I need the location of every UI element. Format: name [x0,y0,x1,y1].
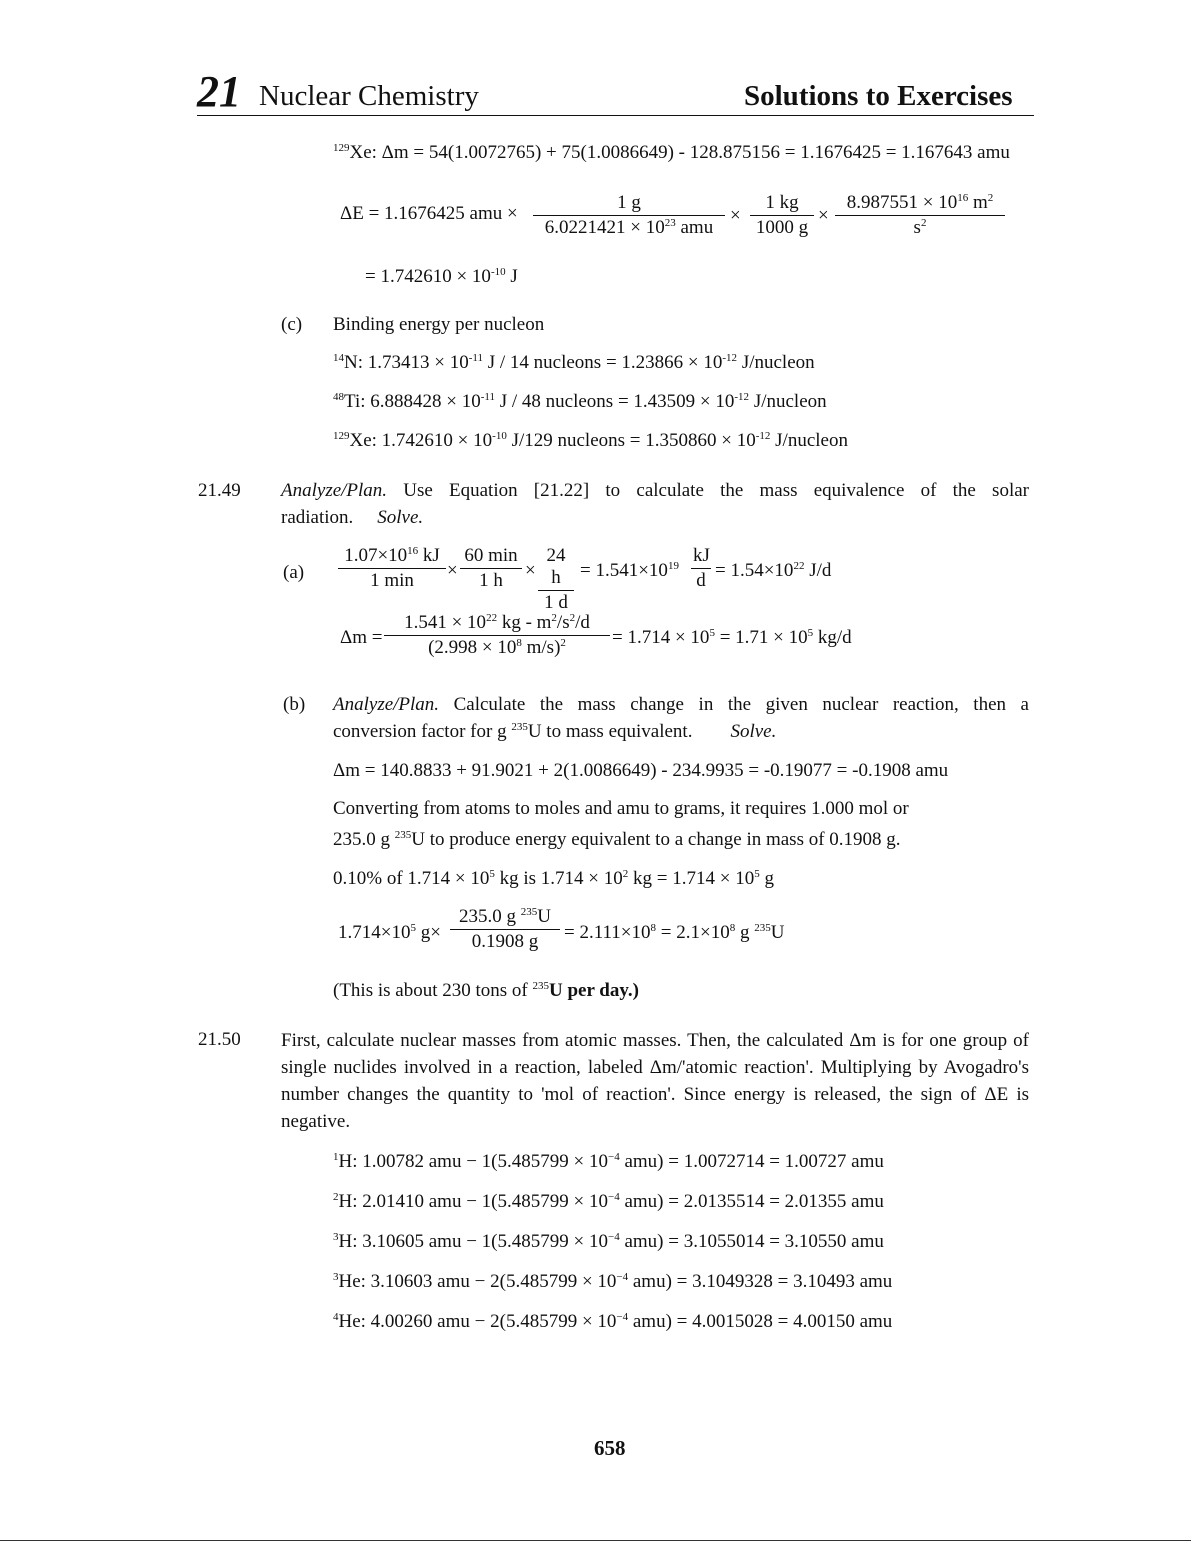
part-b-intro-line1: Analyze/Plan. Calculate the mass change in the given nuclear reaction, then a [333,694,1029,715]
ti48-binding-energy: $^{48}$Ti: $6.888428 \times 10^{-11}$ J / 48 nucleons = $1.43509 \times 10^{-12}$ J/nucleon [333,391,827,412]
part-b-intro-line2: conversion factor for g $^{235}$U to mass equivalent. Solve. [333,721,777,742]
kj-per-day-value: = $1.541\times 10^{19}$ [580,560,679,581]
part-c-title: Binding energy per nucleon [333,314,545,335]
chapter-number: 21 [197,67,241,116]
nuclide-row: $^3$H: 3.10605 amu − $1(5.485799 \times 10^{-4}$ amu) = 3.1055014 = 3.10550 amu [333,1231,884,1252]
n14-binding-energy: $^{14}$N: $1.73413 \times 10^{-11}$ J / 14 nucleons = $1.23866 \times 10^{-12}$ J/nucleon [333,352,815,373]
ex-2150-paragraph: First, calculate nuclear masses from atomic masses. Then, the calculated Δm is for one group of single nuclides involved in a reaction, labeled Δm/'atomic reaction'. Multiplying by Avogadro's number changes the quantity to 'mol of reaction'. Since energy is released, the sign of ΔE is negative. [281,1030,1029,1132]
part-b-calc-result: = $2.111\times 10^8 = 2.1\times 10^8$ g $^{235}$U [564,922,785,943]
part-b-conversion-line1: Converting from atoms to moles and amu to grams, it requires 1.000 mol or [333,798,909,819]
page-number: 658 [594,1436,626,1460]
part-a-label: (a) [283,562,305,583]
part-b-conversion-line2: 235.0 g $^{235}$U to produce energy equivalent to a change in mass of 0.1908 g. [333,829,901,850]
delta-e-lhs: ΔE = 1.1676425 amu × [340,203,518,224]
nuclide-row: $^1$H: 1.00782 amu − $1(5.485799 \times 10^{-4}$ amu) = 1.0072714 = 1.00727 amu [333,1151,884,1172]
chapter-title: Nuclear Chemistry [259,80,479,112]
delta-e-result: = $1.742610 \times 10^{-10}$ J [365,266,518,287]
page-bottom-rule [0,1540,1191,1541]
part-b-calc-lhs: $1.714\times 10^5$ g× [338,922,441,943]
times-sign: × [447,560,458,581]
times-sign: × [818,205,829,226]
exercise-number-21-49: 21.49 [198,480,241,501]
nuclide-row: $^4$He: 4.00260 amu − $2(5.485799 \times 10^{-4}$ amu) = 4.0015028 = 4.00150 amu [333,1311,893,1332]
part-b-percent-line: 0.10% of $1.714 \times 10^5$ kg is $1.714 \times 10^2$ kg = $1.714 \times 10^5$ g [333,868,774,889]
fraction-kj-per-d: $\frac{kJ}{d}$ [693,545,710,591]
section-title: Solutions to Exercises [744,80,1013,112]
ex-2149-intro-line2: radiation. Solve. [281,507,424,528]
xe-mass-defect-line: $^{129}$Xe: Δm = 54(1.0072765) + 75(1.0086649) - 128.875156 = 1.1676425 = 1.167643 amu [333,142,1010,163]
fraction-kg-per-g: $\frac{1 kg}{1000 g}$ [750,192,814,239]
times-sign: × [525,560,536,581]
fraction-kj-per-min: $1.07\times 10^{16}$ kJ 1 min [338,545,446,592]
fraction-mass-from-energy: $\frac{1.541 \times 10^{22} kg - m^2/s^2/d}{(2.998 \times 10^8 m/s)^2}$ [384,612,610,659]
fraction-u235-per-mass: $\frac{235.0 g ^{235}U}{0.1908 g}$ [450,906,560,953]
joules-per-day-value: = $1.54\times 10^{22}$ J/d [715,560,832,581]
part-b-delta-m: Δm = 140.8833 + 91.9021 + 2(1.0086649) - 234.9935 = -0.19077 = -0.1908 amu [333,760,949,781]
nuclide-row: $^2$H: 2.01410 amu − $1(5.485799 \times 10^{-4}$ amu) = 2.0135514 = 2.01355 amu [333,1191,884,1212]
times-sign: × [730,205,741,226]
header-rule [197,115,1034,116]
fraction-min-per-hour: 60 min 1 h [460,545,522,592]
delta-m-lhs: Δm = [340,627,383,648]
ex-2149-intro-line1: Analyze/Plan. Use Equation [21.22] to calculate the mass equivalence of the solar [281,480,1029,501]
fraction-hours-per-day: $\frac{24 h}{1 d}$ [538,545,574,614]
part-b-label: (b) [283,694,306,715]
xe129-binding-energy: $^{129}$Xe: $1.742610 \times 10^{-10}$ J/129 nucleons = $1.350860 \times 10^{-12}$ J/nucleon [333,430,848,451]
fraction-speed-of-light-squared: $\frac{8.987551 \times 10^{16} m^2}{s^2}$ [835,192,1005,239]
nuclide-row: $^3$He: 3.10603 amu − $2(5.485799 \times 10^{-4}$ amu) = 3.1049328 = 3.10493 amu [333,1271,893,1292]
part-b-note: (This is about 230 tons of $^{235}$U per day.) [333,980,639,1001]
exercise-number-21-50: 21.50 [198,1029,241,1050]
delta-m-result: = $1.714 \times 10^5 = 1.71 \times 10^5$ kg/d [612,627,852,648]
part-c-label: (c) [281,314,303,335]
fraction-grams-per-amu: 1 g $6.0221421 \times 10^{23}$ amu [533,192,725,239]
